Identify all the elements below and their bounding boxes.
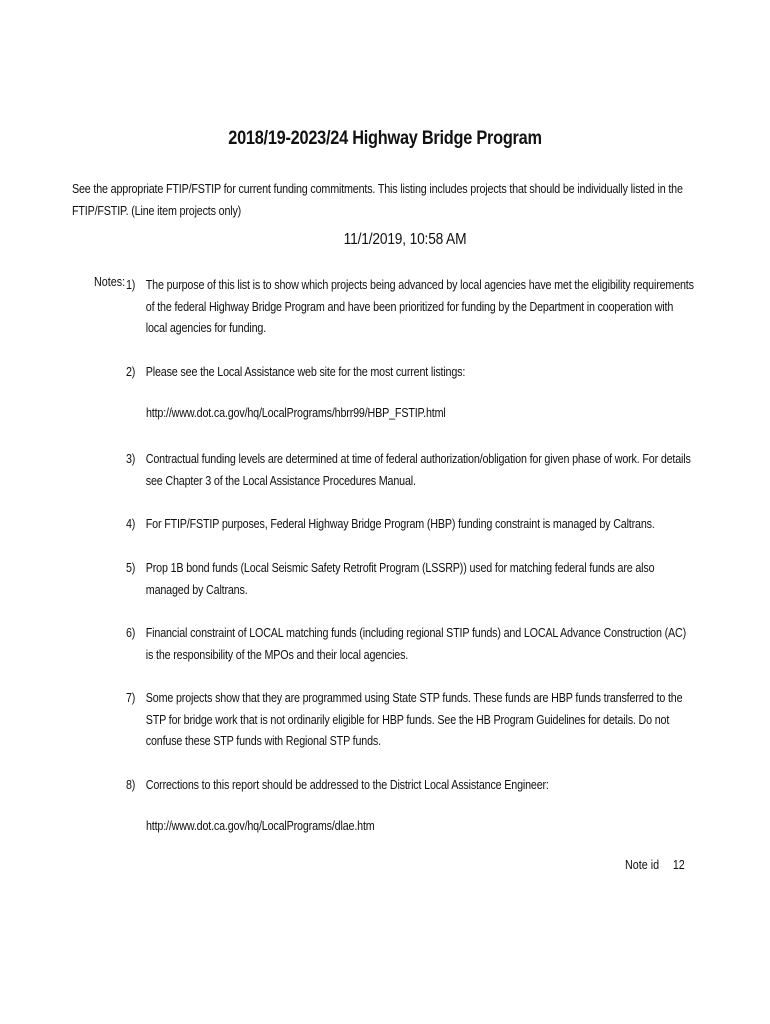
note-number: 6) — [126, 626, 136, 640]
note-text: Some projects show that they are programmed using State STP funds. These funds are HBP funds transferred to the STP for bridge work that is not ordinarily eligible for HBP funds. See the HB Program Guidelines for details. Do not confuse these STP funds with Regional STP funds. — [145, 691, 683, 748]
note-6 — [126, 623, 696, 666]
note-4 — [126, 514, 696, 536]
note-text: Prop 1B bond funds (Local Seismic Safety Retrofit Program (LSSRP)) used for matching federal funds are also managed by Caltrans. — [145, 561, 655, 597]
note-number: 7) — [126, 691, 136, 705]
note-id-value: 12 — [672, 858, 685, 872]
note-text: The purpose of this list is to show which projects being advanced by local agencies have met the eligibility requirements of the federal Highway Bridge Program and have been prioritized for funding by the Department in cooperation with local agencies for funding. — [145, 278, 694, 335]
intro-paragraph: See the appropriate FTIP/FSTIP for current funding commitments. This listing includes projects that should be individually listed in the FTIP/FSTIP. (Line item projects only) — [72, 182, 683, 218]
report-timestamp: 11/1/2019, 10:58 AM — [343, 231, 467, 248]
note-text: Corrections to this report should be addressed to the District Local Assistance Engineer: — [145, 778, 549, 792]
note-number: 8) — [126, 778, 136, 792]
note-3 — [126, 449, 696, 492]
note-text: For FTIP/FSTIP purposes, Federal Highway Bridge Program (HBP) funding constraint is managed by Caltrans. — [145, 517, 655, 531]
hbp-fstip-link[interactable]: http://www.dot.ca.gov/hq/LocalPrograms/hbrr99/HBP_FSTIP.html — [146, 406, 446, 420]
note-1 — [126, 275, 696, 340]
page-title: 2018/19-2023/24 Highway Bridge Program — [228, 128, 542, 149]
dlae-link[interactable]: http://www.dot.ca.gov/hq/LocalPrograms/dlae.htm — [146, 819, 375, 833]
note-2 — [126, 362, 696, 384]
note-id — [625, 858, 685, 872]
note-number: 4) — [126, 517, 136, 531]
note-number: 5) — [126, 561, 136, 575]
notes-label: Notes: — [94, 275, 126, 289]
note-number: 2) — [126, 365, 136, 379]
note-text: Please see the Local Assistance web site for the most current listings: — [145, 365, 466, 379]
note-7 — [126, 688, 696, 753]
note-text: Financial constraint of LOCAL matching funds (including regional STIP funds) and LOCAL Advance Construction (AC) is the responsibility of the MPOs and their local agencies. — [145, 626, 687, 662]
note-number: 3) — [126, 452, 136, 466]
note-id-label: Note id — [625, 858, 660, 872]
note-8 — [126, 775, 696, 797]
note-number: 1) — [126, 278, 136, 292]
note-5 — [126, 558, 696, 601]
note-text: Contractual funding levels are determined at time of federal authorization/obligation for given phase of work. For details see Chapter 3 of the Local Assistance Procedures Manual. — [145, 452, 691, 488]
